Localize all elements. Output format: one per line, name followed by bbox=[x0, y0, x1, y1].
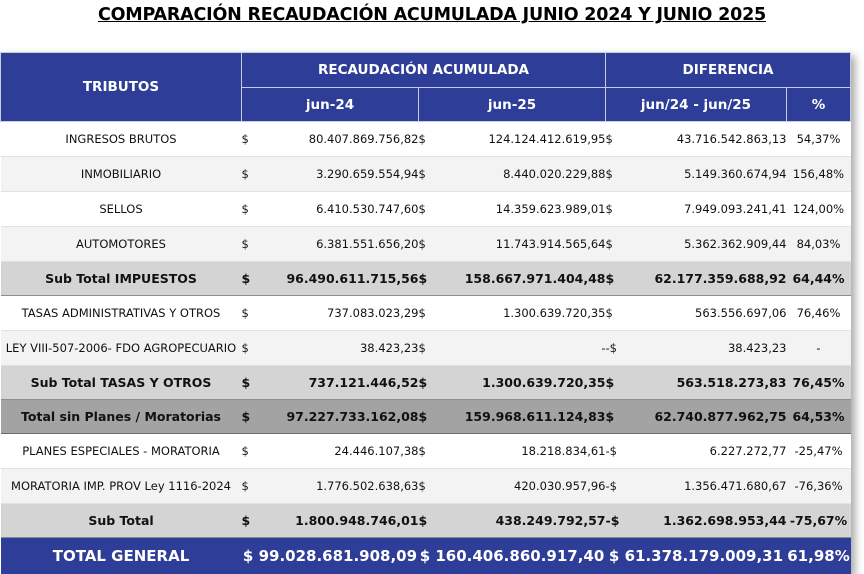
currency-symbol: $ bbox=[419, 331, 441, 366]
currency-symbol: $ bbox=[242, 434, 264, 469]
value-jun24: 737.121.446,52 bbox=[264, 366, 419, 400]
currency-symbol: $ bbox=[242, 469, 264, 504]
row-label: LEY VIII-507-2006- FDO AGROPECUARIO bbox=[1, 331, 242, 366]
value-jun24: 80.407.869.756,82 bbox=[264, 122, 419, 157]
total-jun24: $ 99.028.681.908,09 bbox=[242, 538, 419, 574]
header-jun24: jun-24 bbox=[242, 88, 419, 122]
row-label: INMOBILIARIO bbox=[1, 157, 242, 192]
row-label: INGRESOS BRUTOS bbox=[1, 122, 242, 157]
value-diff: 563.556.697,06 bbox=[628, 296, 787, 331]
header-diferencia: DIFERENCIA bbox=[606, 53, 851, 88]
value-jun25: 11.743.914.565,64 bbox=[441, 227, 606, 262]
value-pct: -75,67% bbox=[787, 504, 851, 538]
subtotal-row bbox=[1, 504, 851, 538]
currency-symbol: -$ bbox=[606, 434, 628, 469]
value-jun25: 438.249.792,57 bbox=[441, 504, 606, 538]
value-jun25: 158.667.971.404,48 bbox=[441, 262, 606, 296]
value-jun25: 124.124.412.619,95 bbox=[441, 122, 606, 157]
currency-symbol: $ bbox=[419, 227, 441, 262]
currency-symbol: $ bbox=[419, 434, 441, 469]
currency-symbol: $ bbox=[419, 400, 441, 434]
report-title: COMPARACIÓN RECAUDACIÓN ACUMULADA JUNIO 2024 Y JUNIO 2025 bbox=[0, 5, 864, 25]
header-pct: % bbox=[787, 88, 851, 122]
value-jun24: 97.227.733.162,08 bbox=[264, 400, 419, 434]
currency-symbol: -$ bbox=[606, 331, 628, 366]
header-tributos: TRIBUTOS bbox=[1, 53, 242, 122]
value-jun25: 18.218.834,61 bbox=[441, 434, 606, 469]
value-jun24: 6.381.551.656,20 bbox=[264, 227, 419, 262]
row-label: Sub Total IMPUESTOS bbox=[1, 262, 242, 296]
value-jun25: 14.359.623.989,01 bbox=[441, 192, 606, 227]
table-row bbox=[1, 296, 851, 331]
value-pct: -76,36% bbox=[787, 469, 851, 504]
value-diff: 5.362.362.909,44 bbox=[628, 227, 787, 262]
value-jun24: 6.410.530.747,60 bbox=[264, 192, 419, 227]
value-diff: 5.149.360.674,94 bbox=[628, 157, 787, 192]
currency-symbol: $ bbox=[419, 296, 441, 331]
currency-symbol: $ bbox=[419, 192, 441, 227]
row-label: Sub Total TASAS Y OTROS bbox=[1, 366, 242, 400]
currency-symbol: $ bbox=[242, 296, 264, 331]
value-jun24: 24.446.107,38 bbox=[264, 434, 419, 469]
value-jun24: 96.490.611.715,56 bbox=[264, 262, 419, 296]
header-diff: jun/24 - jun/25 bbox=[606, 88, 787, 122]
currency-symbol: $ bbox=[242, 157, 264, 192]
total-diff: $ 61.378.179.009,31 bbox=[606, 538, 787, 574]
currency-symbol: $ bbox=[419, 122, 441, 157]
value-diff: 6.227.272,77 bbox=[628, 434, 787, 469]
table-row bbox=[1, 469, 851, 504]
currency-symbol: $ bbox=[419, 469, 441, 504]
value-pct: 64,44% bbox=[787, 262, 851, 296]
table-row bbox=[1, 192, 851, 227]
total-sin-planes-row bbox=[1, 400, 851, 434]
value-jun24: 1.800.948.746,01 bbox=[264, 504, 419, 538]
currency-symbol: $ bbox=[419, 262, 441, 296]
currency-symbol: $ bbox=[606, 366, 628, 400]
currency-symbol: $ bbox=[242, 262, 264, 296]
subtotal-row bbox=[1, 366, 851, 400]
row-label: AUTOMOTORES bbox=[1, 227, 242, 262]
row-label: Sub Total bbox=[1, 504, 242, 538]
currency-symbol: $ bbox=[606, 192, 628, 227]
value-pct: 124,00% bbox=[787, 192, 851, 227]
currency-symbol: $ bbox=[242, 331, 264, 366]
currency-symbol: $ bbox=[242, 227, 264, 262]
value-jun25: 1.300.639.720,35 bbox=[441, 296, 606, 331]
header-recaudacion-acumulada: RECAUDACIÓN ACUMULADA bbox=[242, 53, 606, 88]
currency-symbol: $ bbox=[242, 366, 264, 400]
value-jun25: 159.968.611.124,83 bbox=[441, 400, 606, 434]
value-diff: 563.518.273,83 bbox=[628, 366, 787, 400]
table-row bbox=[1, 122, 851, 157]
row-label: MORATORIA IMP. PROV Ley 1116-2024 bbox=[1, 469, 242, 504]
currency-symbol: $ bbox=[419, 366, 441, 400]
total-jun25: $ 160.406.860.917,40 bbox=[419, 538, 606, 574]
row-label: TASAS ADMINISTRATIVAS Y OTROS bbox=[1, 296, 242, 331]
currency-symbol: $ bbox=[606, 400, 628, 434]
currency-symbol: -$ bbox=[606, 469, 628, 504]
currency-symbol: $ bbox=[606, 227, 628, 262]
row-label: Total sin Planes / Moratorias bbox=[1, 400, 242, 434]
row-label: SELLOS bbox=[1, 192, 242, 227]
value-jun25: - bbox=[441, 331, 606, 366]
subtotal-row bbox=[1, 262, 851, 296]
currency-symbol: $ bbox=[606, 122, 628, 157]
value-diff: 7.949.093.241,41 bbox=[628, 192, 787, 227]
value-jun24: 3.290.659.554,94 bbox=[264, 157, 419, 192]
value-pct: 64,53% bbox=[787, 400, 851, 434]
value-pct: - bbox=[787, 331, 851, 366]
value-jun25: 420.030.957,96 bbox=[441, 469, 606, 504]
currency-symbol: $ bbox=[419, 157, 441, 192]
currency-symbol: $ bbox=[242, 192, 264, 227]
value-diff: 62.740.877.962,75 bbox=[628, 400, 787, 434]
value-jun25: 1.300.639.720,35 bbox=[441, 366, 606, 400]
header-jun25: jun-25 bbox=[419, 88, 606, 122]
table-row bbox=[1, 227, 851, 262]
value-jun25: 8.440.020.229,88 bbox=[441, 157, 606, 192]
revenue-comparison-table bbox=[0, 52, 851, 574]
total-label: TOTAL GENERAL bbox=[1, 538, 242, 574]
total-pct: 61,98% bbox=[787, 538, 851, 574]
currency-symbol: $ bbox=[606, 296, 628, 331]
value-diff: 1.356.471.680,67 bbox=[628, 469, 787, 504]
value-pct: 54,37% bbox=[787, 122, 851, 157]
currency-symbol: -$ bbox=[606, 504, 628, 538]
value-jun24: 1.776.502.638,63 bbox=[264, 469, 419, 504]
table-row bbox=[1, 331, 851, 366]
currency-symbol: $ bbox=[606, 262, 628, 296]
value-pct: 156,48% bbox=[787, 157, 851, 192]
currency-symbol: $ bbox=[242, 122, 264, 157]
currency-symbol: $ bbox=[242, 400, 264, 434]
currency-symbol: $ bbox=[606, 157, 628, 192]
value-diff: 1.362.698.953,44 bbox=[628, 504, 787, 538]
value-pct: -25,47% bbox=[787, 434, 851, 469]
table-row bbox=[1, 434, 851, 469]
value-jun24: 38.423,23 bbox=[264, 331, 419, 366]
row-label: PLANES ESPECIALES - MORATORIA bbox=[1, 434, 242, 469]
header-row-1 bbox=[1, 53, 851, 88]
value-pct: 76,45% bbox=[787, 366, 851, 400]
value-pct: 84,03% bbox=[787, 227, 851, 262]
value-pct: 76,46% bbox=[787, 296, 851, 331]
currency-symbol: $ bbox=[242, 504, 264, 538]
value-diff: 38.423,23 bbox=[628, 331, 787, 366]
currency-symbol: $ bbox=[419, 504, 441, 538]
table-row bbox=[1, 157, 851, 192]
value-diff: 62.177.359.688,92 bbox=[628, 262, 787, 296]
value-diff: 43.716.542.863,13 bbox=[628, 122, 787, 157]
value-jun24: 737.083.023,29 bbox=[264, 296, 419, 331]
